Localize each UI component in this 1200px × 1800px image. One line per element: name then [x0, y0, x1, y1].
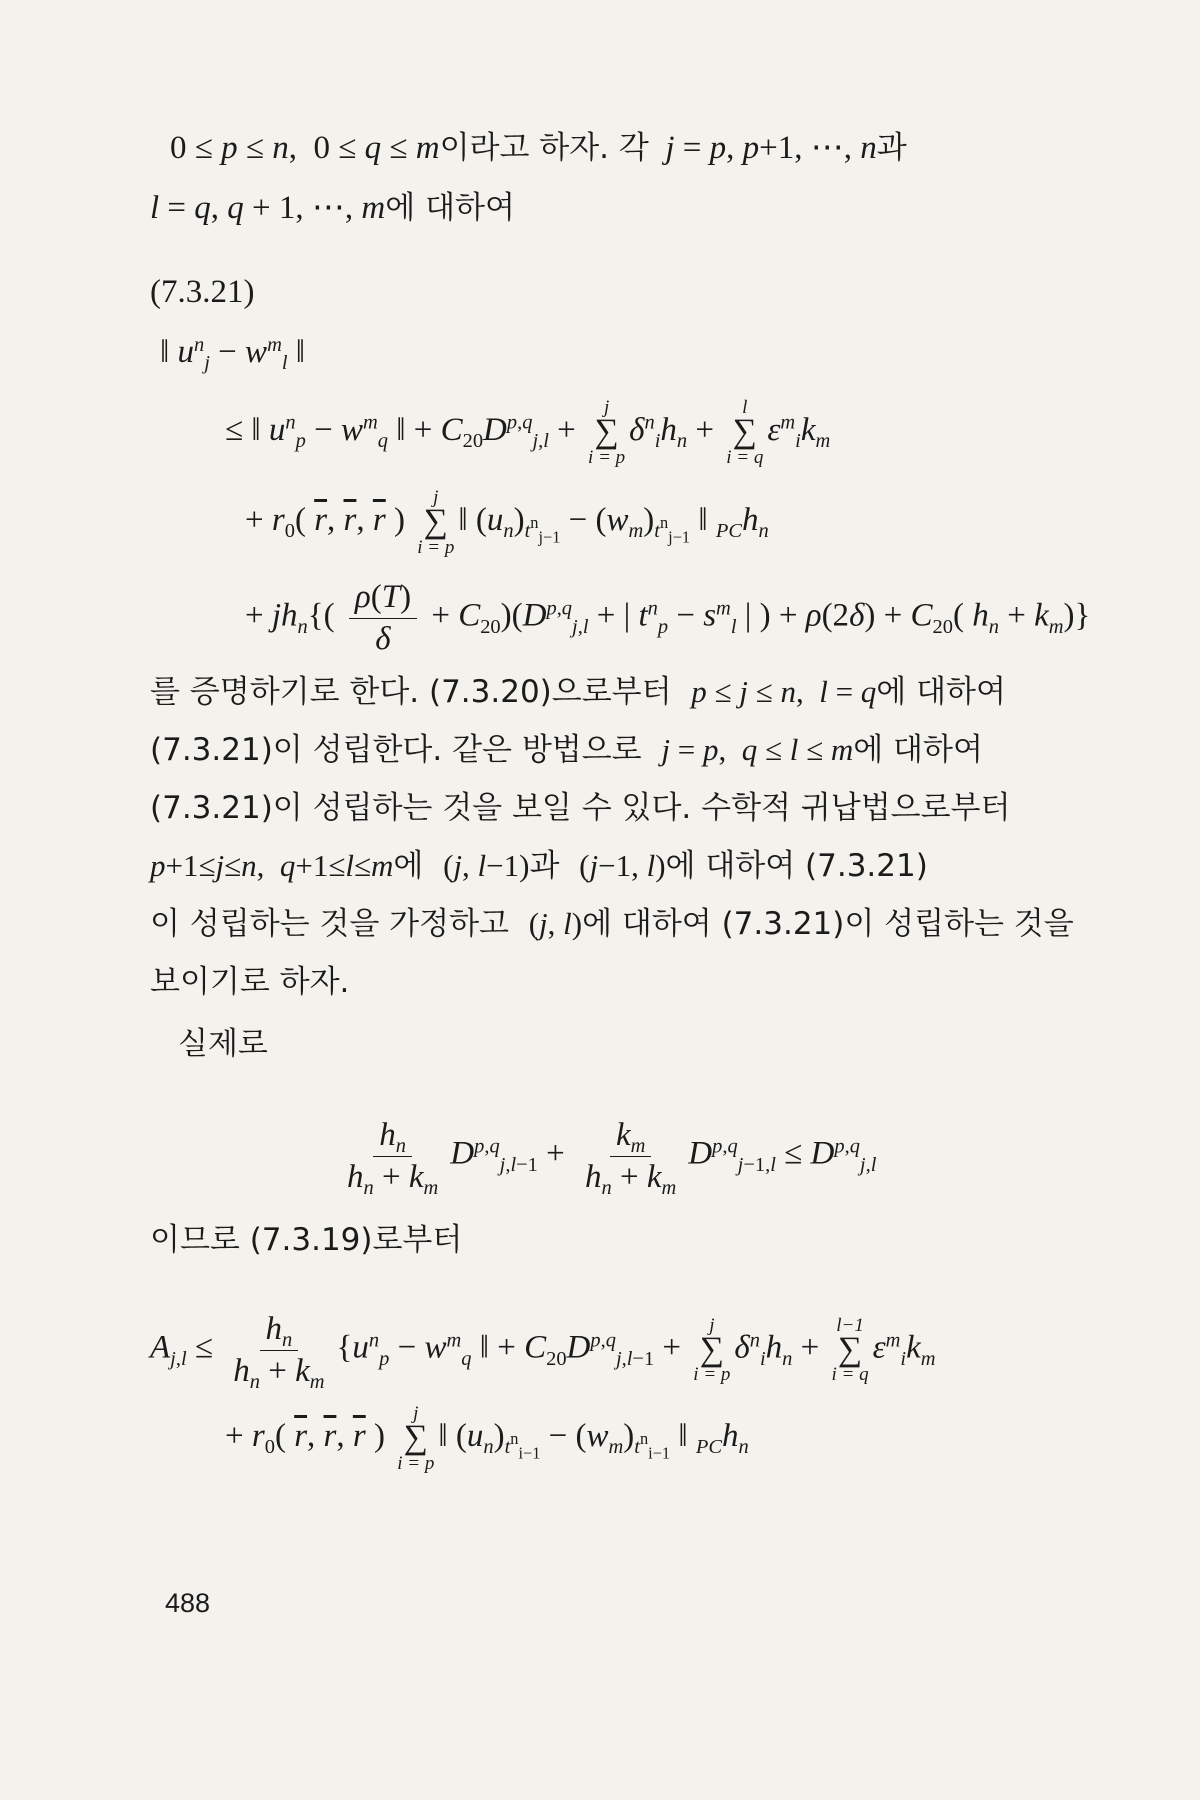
text-span: 에 — [393, 848, 424, 884]
text-span: 에 대하여 (7.3.21) — [665, 848, 928, 884]
equation-line-1: ≤ ‖ $u^n_p - w^m_q$ ‖ + $C_{20}D^{p,q}_{j,l}$ + j ∑ i = p $\delta^n_ih_n$ + l ∑ i = q $\varepsilon^m_ik_m$ — [225, 397, 831, 468]
sum-symbol: j ∑ i = p — [397, 1403, 435, 1474]
intro-text-3: 에 대하여 — [385, 190, 515, 226]
paragraph-line-8: 이므로 (7.3.19)로부터 — [150, 1222, 463, 1258]
intro-text-2: 과 — [876, 130, 907, 166]
text-span: 이 성립하는 것을 가정하고 — [150, 906, 509, 942]
equation-line-2: + $r_0$( $\overline{r}$, $\overline{r}$, $\overline{r}$ ) j ∑ i = p ‖ $(u_n)_{t^n_{j-1}} - (w_m)_{t^n_{j-1}}$ ‖ $_{PC}h_n$ — [245, 487, 769, 558]
paragraph-line-3: (7.3.21)이 성립하는 것을 보일 수 있다. 수학적 귀납법으로부터 — [150, 790, 1011, 826]
intro-text-1: 이라고 하자. 각 — [439, 130, 649, 166]
text-span: 에 대하여 (7.3.21)이 성립하는 것을 — [582, 906, 1074, 942]
display-equation-2: $A_{j,l}$ ≤ $\frac{h_n}{h_n + k_m}$ {$u^n_p - w^m_q$ ‖ + $C_{20}D^{p,q}_{j,l-1}$ + j ∑ i = p $\delta^n_ih_n$ + l−1 ∑ i = q $\varepsilon^m_ik_m$ — [150, 1311, 936, 1393]
intro-line-2: l = q, q + 1, ⋯, m에 대하여 — [150, 190, 515, 226]
fraction: $\frac{\rho(T)}{\delta}$ — [349, 580, 417, 656]
text-span: 과 — [529, 848, 560, 884]
sum-symbol: j ∑ i = p — [417, 487, 455, 558]
paragraph-line-1: 를 증명하기로 한다. (7.3.20)으로부터 p ≤ j ≤ n, l = q에 대하여 — [150, 674, 1006, 710]
fraction: $\frac{h_n}{h_n + k_m}$ — [347, 1117, 439, 1199]
text-span: 에 대하여 — [876, 674, 1006, 710]
text-span: 에 대하여 — [853, 732, 983, 768]
display-equation-3: + $r_0$( $\overline{r}$, $\overline{r}$, $\overline{r}$ ) j ∑ i = p ‖ $(u_n)_{t^n_{i-1}} - (w_m)_{t^n_{i-1}}$ ‖ $_{PC}h_n$ — [225, 1403, 749, 1474]
page-number: 488 — [165, 1588, 211, 1618]
text-span: (7.3.21)이 성립한다. 같은 방법으로 — [150, 732, 642, 768]
equation-line-norm: ‖ $u^n_j - w^m_l$ ‖ — [160, 333, 306, 375]
fraction: $\frac{k_m}{h_n + k_m}$ — [585, 1117, 677, 1199]
paragraph-line-2: (7.3.21)이 성립한다. 같은 방법으로 j = p, q ≤ l ≤ m에 대하여 — [150, 732, 983, 768]
equation-label: (7.3.21) — [150, 274, 255, 310]
paragraph-line-6: 보이기로 하자. — [150, 964, 350, 1000]
display-equation-1: $\frac{h_n}{h_n + k_m}$ D$^{p,q}_{j,l-1}$ + $\frac{k_m}{h_n + k_m}$ D$^{p,q}_{j-1,l}$ ≤ D$^{p,q}_{j,l}$ — [335, 1118, 876, 1194]
sum-symbol: j ∑ i = p — [693, 1314, 731, 1386]
sum-symbol: l−1 ∑ i = q — [831, 1314, 869, 1386]
paragraph-line-4: p+1≤j≤n, q+1≤l≤m에 (j, l−1)과 (j−1, l)에 대하여 (7.3.21) — [150, 848, 928, 884]
paragraph-line-7: 실제로 — [178, 1026, 268, 1062]
fraction: $\frac{h_n}{h_n + k_m}$ — [233, 1311, 325, 1393]
intro-line-1: 0 ≤ p ≤ n, 0 ≤ q ≤ m이라고 하자. 각 j = p, p+1, ⋯, n과 — [170, 130, 907, 166]
paragraph-line-5: 이 성립하는 것을 가정하고 (j, l)에 대하여 (7.3.21)이 성립하는 것을 — [150, 906, 1074, 942]
sum-symbol: l ∑ i = q — [726, 397, 764, 468]
text-span: 를 증명하기로 한다. (7.3.20)으로부터 — [150, 674, 672, 710]
equation-line-3: + $jh_n${( $\frac{\rho(T)}{\delta}$ + $C_{20})(D^{p,q}_{j,l}$ + | $t^n_p - s^m_l$ | ) + $\rho(2\delta) + C_{20}$( $h_n + k_m$)} — [245, 579, 1091, 657]
sum-symbol: j ∑ i = p — [588, 397, 626, 468]
